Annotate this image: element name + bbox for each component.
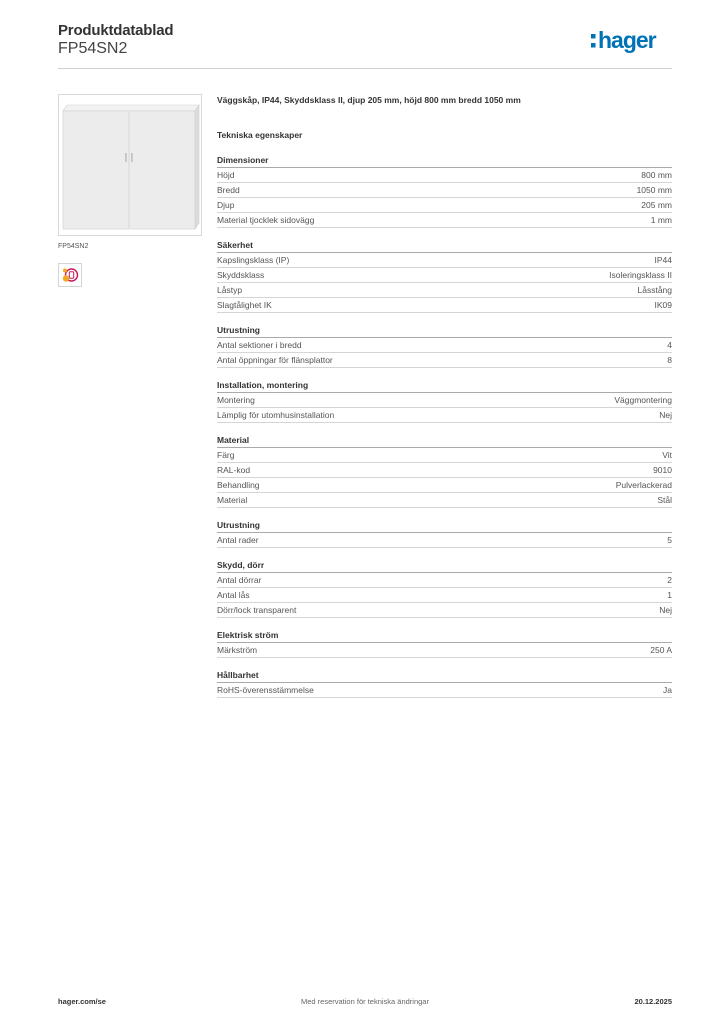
section-title: Skydd, dörr bbox=[217, 558, 672, 573]
spec-row bbox=[217, 603, 672, 618]
section-title: Utrustning bbox=[217, 323, 672, 338]
spec-label: Material bbox=[217, 495, 248, 505]
spec-value: 9010 bbox=[653, 465, 672, 475]
spec-value: Isoleringsklass II bbox=[609, 270, 672, 280]
spec-label: Behandling bbox=[217, 480, 260, 490]
specification-content bbox=[217, 94, 672, 698]
halogen-free-badge-icon bbox=[59, 264, 81, 286]
spec-value: Vit bbox=[662, 450, 672, 460]
wall-cabinet-icon bbox=[59, 95, 201, 235]
spec-row bbox=[217, 643, 672, 658]
spec-value: 8 bbox=[667, 355, 672, 365]
spec-section bbox=[217, 153, 672, 228]
spec-section bbox=[217, 628, 672, 658]
logo-text: hager bbox=[598, 27, 656, 53]
spec-value: 250 A bbox=[650, 645, 672, 655]
spec-row bbox=[217, 588, 672, 603]
spec-label: Färg bbox=[217, 450, 235, 460]
spec-row bbox=[217, 493, 672, 508]
product-code: FP54SN2 bbox=[58, 40, 128, 57]
spec-value: Nej bbox=[659, 605, 672, 615]
spec-row bbox=[217, 213, 672, 228]
spec-value: IK09 bbox=[654, 300, 672, 310]
spec-row bbox=[217, 268, 672, 283]
section-title: Installation, montering bbox=[217, 378, 672, 393]
spec-value: Väggmontering bbox=[614, 395, 672, 405]
spec-row bbox=[217, 168, 672, 183]
spec-label: Märkström bbox=[217, 645, 258, 655]
spec-value: 5 bbox=[667, 535, 672, 545]
spec-row bbox=[217, 478, 672, 493]
spec-value: 2 bbox=[667, 575, 672, 585]
spec-row bbox=[217, 298, 672, 313]
page-footer bbox=[58, 997, 672, 1009]
spec-sections bbox=[217, 153, 672, 698]
spec-value: 800 mm bbox=[641, 170, 672, 180]
spec-row bbox=[217, 338, 672, 353]
spec-section bbox=[217, 518, 672, 548]
technical-properties-title: Tekniska egenskaper bbox=[217, 130, 303, 140]
spec-row bbox=[217, 393, 672, 408]
spec-section bbox=[217, 558, 672, 618]
spec-row bbox=[217, 533, 672, 548]
product-image bbox=[58, 94, 202, 236]
spec-label: Lämplig för utomhusinstallation bbox=[217, 410, 335, 420]
spec-value: 1 bbox=[667, 590, 672, 600]
spec-value: Stål bbox=[657, 495, 672, 505]
spec-label: RoHS-överensstämmelse bbox=[217, 685, 314, 695]
spec-label: Montering bbox=[217, 395, 255, 405]
section-title: Hållbarhet bbox=[217, 668, 672, 683]
spec-section bbox=[217, 668, 672, 698]
spec-value: 205 mm bbox=[641, 200, 672, 210]
spec-value: Nej bbox=[659, 410, 672, 420]
spec-label: Antal lås bbox=[217, 590, 250, 600]
document-title: Produktdatablad bbox=[58, 22, 174, 39]
footer-disclaimer: Med reservation för tekniska ändringar bbox=[301, 997, 429, 1006]
spec-label: Antal öppningar för flänsplattor bbox=[217, 355, 333, 365]
section-title: Dimensioner bbox=[217, 153, 672, 168]
spec-label: Slagtålighet IK bbox=[217, 300, 272, 310]
spec-label: RAL-kod bbox=[217, 465, 251, 475]
spec-row bbox=[217, 198, 672, 213]
product-description: Väggskåp, IP44, Skyddsklass II, djup 205 mm, höjd 800 mm bredd 1050 mm bbox=[217, 95, 521, 105]
spec-label: Höjd bbox=[217, 170, 235, 180]
spec-value: 4 bbox=[667, 340, 672, 350]
halogen-free-badge bbox=[58, 263, 82, 287]
hager-logo bbox=[590, 26, 672, 56]
spec-row bbox=[217, 183, 672, 198]
section-title: Säkerhet bbox=[217, 238, 672, 253]
section-title: Elektrisk ström bbox=[217, 628, 672, 643]
spec-value: 1 mm bbox=[650, 215, 672, 225]
spec-label: Kapslingsklass (IP) bbox=[217, 255, 290, 265]
page-header bbox=[58, 22, 672, 68]
spec-row bbox=[217, 353, 672, 368]
spec-row bbox=[217, 283, 672, 298]
footer-website: hager.com/se bbox=[58, 997, 106, 1006]
spec-row bbox=[217, 448, 672, 463]
image-caption: FP54SN2 bbox=[58, 243, 89, 250]
spec-row bbox=[217, 683, 672, 698]
spec-row bbox=[217, 463, 672, 478]
spec-section bbox=[217, 238, 672, 313]
spec-value: Ja bbox=[663, 685, 672, 695]
spec-label: Antal rader bbox=[217, 535, 259, 545]
spec-label: Antal sektioner i bredd bbox=[217, 340, 302, 350]
spec-value: IP44 bbox=[654, 255, 672, 265]
spec-label: Material tjocklek sidovägg bbox=[217, 215, 315, 225]
spec-row bbox=[217, 573, 672, 588]
spec-row bbox=[217, 253, 672, 268]
spec-section bbox=[217, 378, 672, 423]
spec-label: Låstyp bbox=[217, 285, 243, 295]
spec-section bbox=[217, 433, 672, 508]
section-title: Utrustning bbox=[217, 518, 672, 533]
spec-row bbox=[217, 408, 672, 423]
spec-label: Dörr/lock transparent bbox=[217, 605, 297, 615]
spec-label: Antal dörrar bbox=[217, 575, 262, 585]
spec-label: Bredd bbox=[217, 185, 240, 195]
spec-value: Låsstång bbox=[637, 285, 672, 295]
spec-section bbox=[217, 323, 672, 368]
header-divider bbox=[58, 68, 672, 69]
spec-value: 1050 mm bbox=[636, 185, 672, 195]
footer-date: 20.12.2025 bbox=[634, 997, 672, 1006]
spec-value: Pulverlackerad bbox=[615, 480, 672, 490]
section-title: Material bbox=[217, 433, 672, 448]
spec-label: Skyddsklass bbox=[217, 270, 265, 280]
spec-label: Djup bbox=[217, 200, 235, 210]
